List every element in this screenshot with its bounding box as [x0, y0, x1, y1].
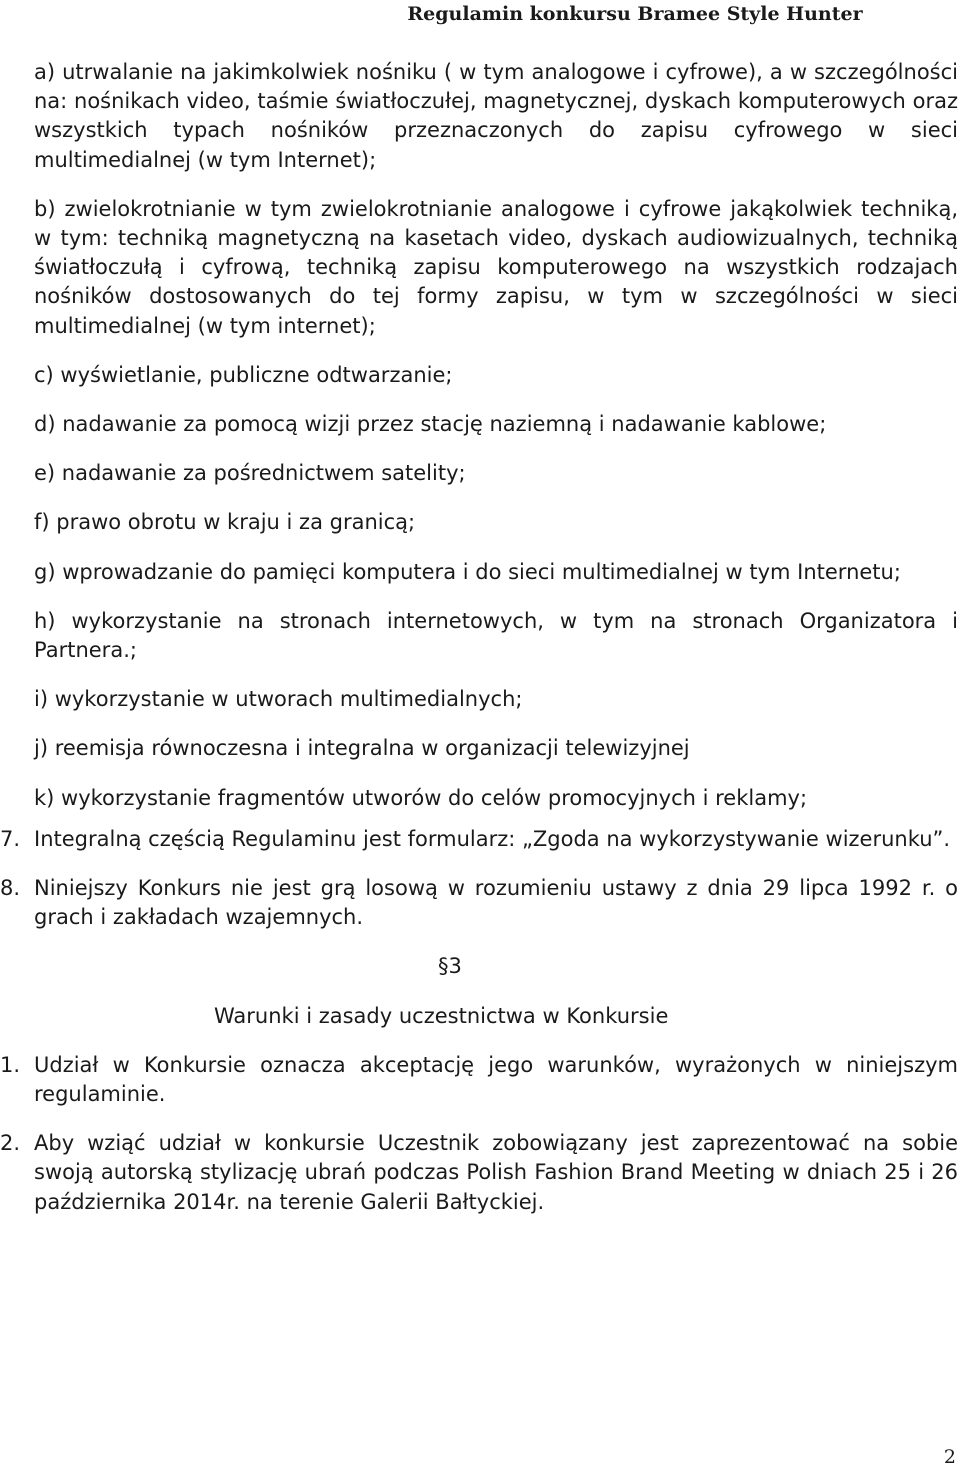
list-item-f: f) prawo obrotu w kraju i za granicą; [34, 510, 416, 535]
point-text: Integralną częścią Regulaminu jest formularz: „Zgoda na wykorzystywanie wizerunku”. [34, 826, 951, 851]
list-item-e: e) nadawanie za pośrednictwem satelity; [34, 461, 466, 486]
list-item-j: j) reemisja równoczesna i integralna w organizacji telewizyjnej [34, 736, 690, 761]
page-header [0, 3, 950, 25]
point-1 [0, 1051, 958, 1109]
point-text: Aby wziąć udział w konkursie Uczestnik zobowiązany jest zaprezentować na sobie swoją autorską stylizację ubrań podczas Polish Fashion Brand Meeting w dniach 25 i 26 października 2014r. na terenie Galerii Bałtyckiej. [34, 1131, 958, 1214]
point-number: 8. [0, 876, 21, 901]
point-number: 7. [0, 826, 21, 851]
list-item-b: b) zwielokrotnianie w tym zwielokrotnianie analogowe i cyfrowe jakąkolwiek techniką, w tym: techniką magnetyczną na kasetach video, dyskach audiowizualnych, techniką światłoczułą i cyfrową, techniką zapisu komputerowego na wszystkich rodzajach nośników dostosowanych do tej formy zapisu, w tym w szczególności w sieci multimedialnej (w tym internet); [34, 196, 958, 338]
document-body [0, 58, 958, 1237]
list-item-a: a) utrwalanie na jakimkolwiek nośniku ( w tym analogowe i cyfrowe), a w szczególności na: nośnikach video, taśmie światłoczułej, magnetycznej, dyskach komputerowych oraz wszystkich typach nośników przeznaczonych do zapisu cyfrowego w sieci multimedialnej (w tym Internet); [34, 60, 958, 172]
list-item-h: h) wykorzystanie na stronach internetowych, w tym na stronach Organizatora i Partnera.; [34, 608, 958, 663]
point-2 [0, 1129, 958, 1217]
point-number: 1. [0, 1052, 21, 1077]
list-item-d: d) nadawanie za pomocą wizji przez stację naziemną i nadawanie kablowe; [34, 412, 827, 437]
point-text: Niniejszy Konkurs nie jest grą losową w rozumieniu ustawy z dnia 29 lipca 1992 r. o grach i zakładach wzajemnych. [34, 876, 958, 930]
section-title: Warunki i zasady uczestnictwa w Konkursie [214, 1003, 669, 1028]
point-text: Udział w Konkursie oznacza akceptację jego warunków, wyrażonych w niniejszym regulaminie. [34, 1052, 958, 1107]
list-item-g: g) wprowadzanie do pamięci komputera i do sieci multimedialnej w tym Internetu; [34, 559, 901, 584]
page-number: 2 [943, 1446, 956, 1468]
point-number: 2. [0, 1131, 21, 1156]
list-item-k: k) wykorzystanie fragmentów utworów do celów promocyjnych i reklamy; [34, 785, 808, 810]
section-mark: §3 [438, 954, 462, 979]
header-title: Regulamin konkursu Bramee Style Hunter [407, 3, 863, 25]
list-item-i: i) wykorzystanie w utworach multimedialnych; [34, 687, 523, 712]
point-7 [0, 825, 958, 854]
point-8 [0, 874, 958, 932]
list-item-c: c) wyświetlanie, publiczne odtwarzanie; [34, 362, 453, 387]
